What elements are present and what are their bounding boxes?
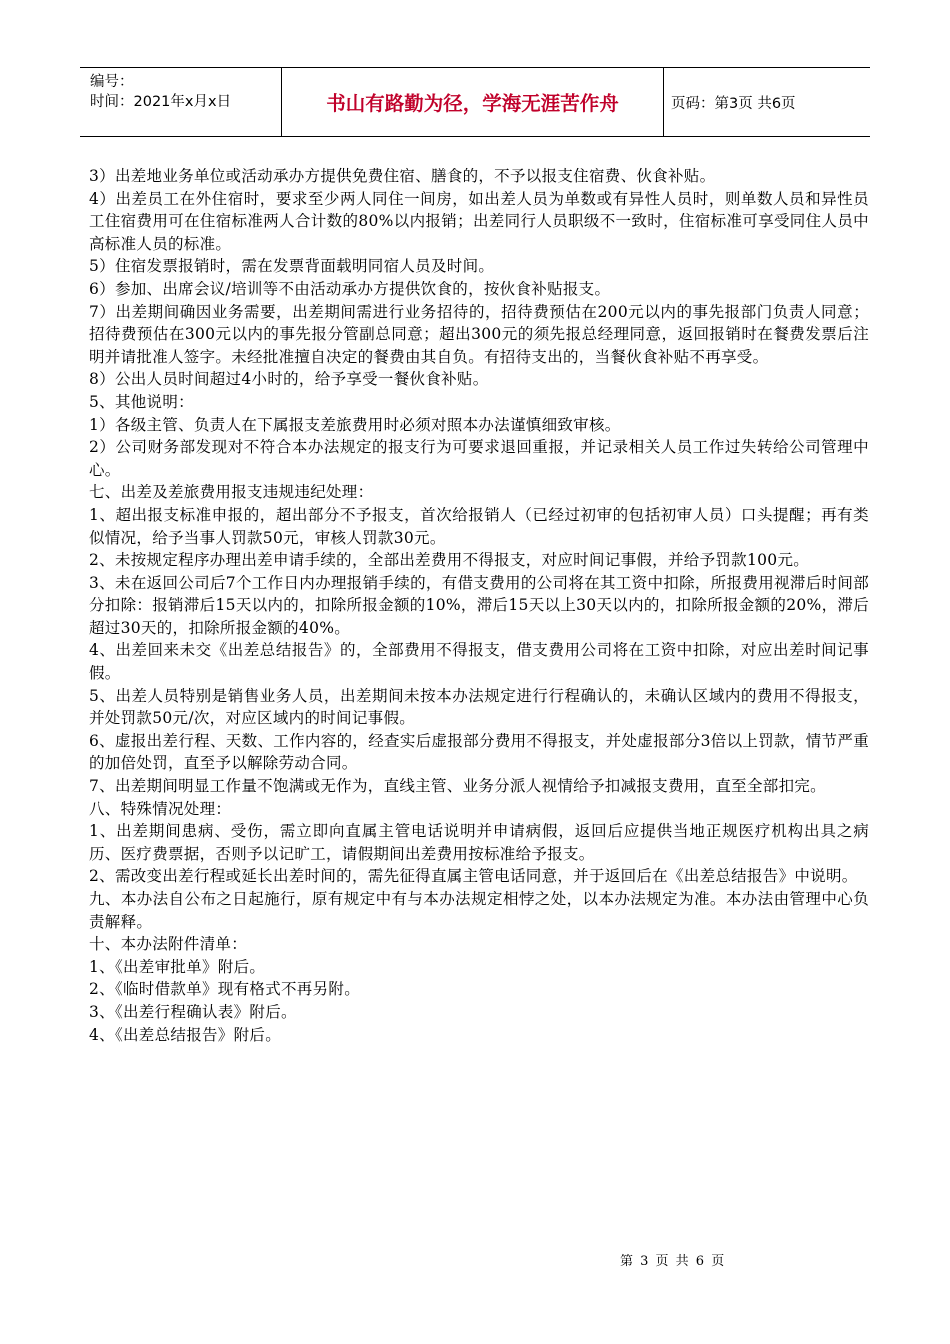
document-header: [80, 67, 870, 137]
paragraph: 2、未按规定程序办理出差申请手续的，全部出差费用不得报支，对应时间记事假，并给予罚款100元。: [89, 551, 810, 570]
paragraph: 6、虚报出差行程、天数、工作内容的，经查实后虚报部分费用不得报支，并处虚报部分3倍以上罚款，情节严重的加倍处罚，直至予以解除劳动合同。: [89, 731, 869, 773]
section-heading: 七、出差及差旅费用报支违规违纪处理：: [89, 483, 374, 502]
header-motto: 书山有路勤为径，学海无涯苦作舟: [282, 68, 664, 136]
document-date: 时间：2021年x月x日: [90, 94, 232, 110]
paragraph: 8）公出人员时间超过4小时的，给予享受一餐伙食补贴。: [89, 370, 489, 389]
paragraph: 1、出差期间患病、受伤，需立即向直属主管电话说明并申请病假，返回后应提供当地正规医疗机构出具之病历、医疗费票据，否则予以记旷工，请假期间出差费用按标准给予报支。: [89, 822, 869, 863]
section-heading: 5、其他说明：: [89, 392, 194, 411]
paragraph: 2、需改变出差行程或延长出差时间的，需先征得直属主管电话同意，并于返回后在《出差总结报告》中说明。: [89, 867, 858, 886]
paragraph: 3、未在返回公司后7个工作日内办理报销手续的，有借支费用的公司将在其工资中扣除，所报费用视滞后时间部分扣除：报销滞后15天以内的，扣除所报金额的10%，滞后15天以上30天以内的，扣除所报金额的20%，滞后超过30天的，扣除所报金额的40%。: [89, 573, 869, 637]
paragraph: 5、出差人员特别是销售业务人员，出差期间未按本办法规定进行行程确认的，未确认区域内的费用不得报支，并处罚款50元/次，对应区域内的时间记事假。: [89, 686, 869, 728]
attachment-item: 4、《出差总结报告》附后。: [89, 1025, 282, 1044]
paragraph: 4、出差回来未交《出差总结报告》的，全部费用不得报支，借支费用公司将在工资中扣除，对应出差时间记事假。: [89, 641, 869, 683]
attachment-item: 2、《临时借款单》现有格式不再另附。: [89, 980, 361, 999]
paragraph: 5）住宿发票报销时，需在发票背面载明同宿人员及时间。: [89, 257, 495, 276]
document-number: 编号：: [90, 74, 134, 90]
attachment-item: 3、《出差行程确认表》附后。: [89, 1002, 297, 1021]
document-body: [89, 165, 869, 1046]
section-heading: 十、本办法附件清单：: [89, 935, 248, 954]
paragraph: 2）公司财务部发现对不符合本办法规定的报支行为可要求退回重报，并记录相关人员工作过失转给公司管理中心。: [89, 438, 869, 479]
section-heading: 八、特殊情况处理：: [89, 799, 232, 818]
paragraph: 4）出差员工在外住宿时，要求至少两人同住一间房，如出差人员为单数或有异性人员时，则单数人员和异性员工住宿费用可在住宿标准两人合计数的80%以内报销；出差同行人员职级不一致时，住宿标准可享受同住人员中高标准人员的标准。: [89, 189, 869, 253]
header-meta: [80, 68, 282, 136]
paragraph: 7、出差期间明显工作量不饱满或无作为，直线主管、业务分派人视情给予扣减报支费用，直至全部扣完。: [89, 777, 826, 796]
paragraph: 1、超出报支标准申报的，超出部分不予报支，首次给报销人（已经过初审的包括初审人员）口头提醒；再有类似情况，给予当事人罚款50元，审核人罚款30元。: [89, 505, 869, 547]
attachment-item: 1、《出差审批单》附后。: [89, 957, 266, 976]
paragraph: 7）出差期间确因业务需要，出差期间需进行业务招待的，招待费预估在200元以内的事先报部门负责人同意；招待费预估在300元以内的事先报分管副总同意；超出300元的须先报总经理同意，返回报销时在餐费发票后注明并请批准人签字。未经批准擅自决定的餐费由其自负。有招待支出的，当餐伙食补贴不再享受。: [89, 302, 869, 366]
page-footer: 第 3 页 共 6 页: [620, 1254, 725, 1269]
paragraph: 1）各级主管、负责人在下属报支差旅费用时必须对照本办法谨慎细致审核。: [89, 415, 621, 434]
header-page-code: 页码：第3页 共6页: [671, 95, 796, 112]
paragraph: 3）出差地业务单位或活动承办方提供免费住宿、膳食的，不予以报支住宿费、伙食补贴。: [89, 167, 716, 185]
section-heading: 九、本办法自公布之日起施行，原有规定中有与本办法规定相悖之处，以本办法规定为准。本办法由管理中心负责解释。: [89, 890, 869, 931]
paragraph: 6）参加、出席会议/培训等不由活动承办方提供饮食的，按伙食补贴报支。: [89, 279, 611, 298]
